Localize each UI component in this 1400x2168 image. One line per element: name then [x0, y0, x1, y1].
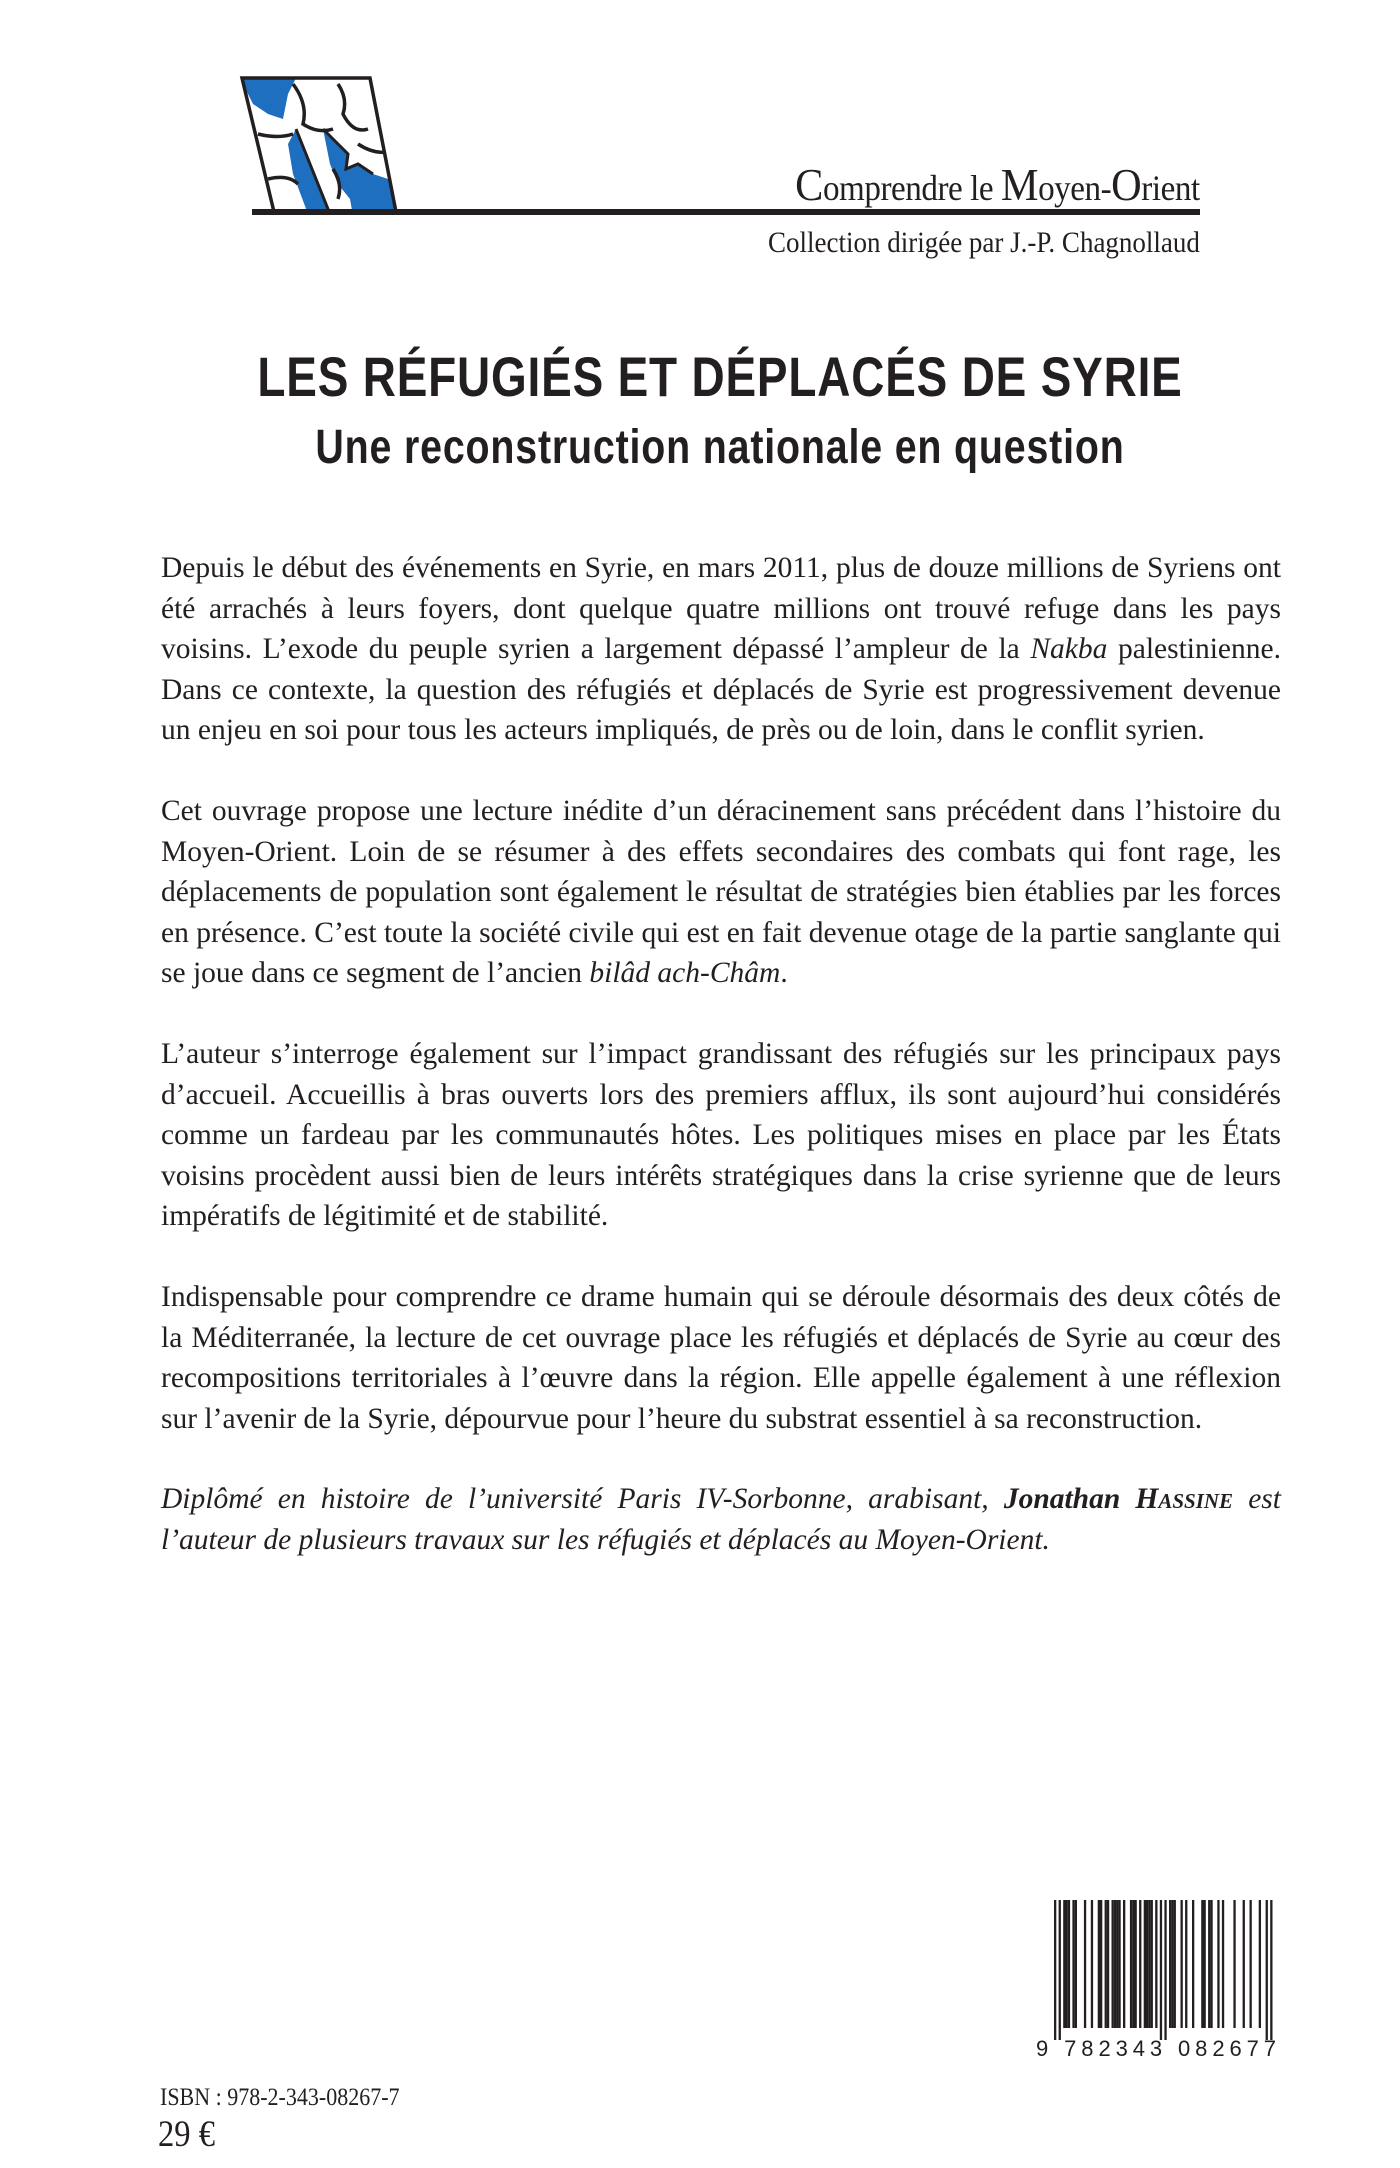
barcode-bar: [1250, 1900, 1252, 2028]
barcode-bar: [1204, 1900, 1206, 2028]
barcode-bar: [1192, 1900, 1194, 2028]
text: Cet ouvrage propose une lecture inédite d’un déracinement sans précédent dans l’histoire du Moyen-Orient. Loin de se résumer à des effets secondaires des combats qui font rage, les déplacements de population sont également le résultat de stratégies bien établies par les forces en présence. C’est toute la société civile qui est en fait devenue otage de la partie sanglante qui se joue dans ce segment de l’ancien: [161, 794, 1281, 990]
barcode-bar: [1185, 1900, 1187, 2028]
barcode-bar: [1171, 1900, 1173, 2028]
barcode-bar: [1112, 1900, 1114, 2028]
series-text: rient: [1141, 168, 1200, 208]
series-text: omprendre le: [823, 168, 1002, 208]
barcode-digits: 9 782343 082677: [1036, 2036, 1276, 2060]
barcode-bar: [1243, 1900, 1245, 2028]
series-initial: M: [1001, 159, 1039, 210]
blurb-paragraph: [161, 1034, 1281, 1237]
series-text: oyen-: [1038, 168, 1112, 208]
barcode-bar: [1116, 1900, 1118, 2028]
barcode-bar: [1155, 1900, 1157, 2028]
barcode-bar: [1144, 1900, 1146, 2028]
barcode-bar: [1148, 1900, 1150, 2028]
barcode-bar: [1174, 1900, 1176, 2028]
blurb-paragraph: [161, 1277, 1281, 1439]
barcode-bar: [1114, 1900, 1116, 2028]
barcode-bar: [1181, 1900, 1183, 2028]
barcode-bar: [1210, 1900, 1212, 2028]
barcode-bar: [1075, 1900, 1077, 2028]
barcode-bar: [1066, 1900, 1068, 2028]
italic-term: bilâd ach-Châm: [589, 957, 781, 990]
barcode-bar: [1222, 1900, 1224, 2028]
book-subtitle: Une reconstruction nationale en question: [315, 421, 1125, 474]
barcode-bar: [1100, 1900, 1102, 2028]
text: palestinienne. Dans ce contexte, la question des réfugiés et déplacés de Syrie est progressivement devenue un enjeu en soi pour tous les acteurs impliqués, de près ou de loin, dans le conflit syrien.: [161, 633, 1281, 747]
barcode-bar: [1217, 1900, 1219, 2028]
barcode-bar: [1098, 1900, 1100, 2028]
collection-director: Collection dirigée par J.-P. Chagnollaud: [768, 226, 1200, 259]
text: Depuis le début des événements en Syrie, en mars 2011, plus de douze millions de Syriens ont été arrachés à leurs foyers, dont quelque quatre millions ont trouvé refuge dans les pays voisins. L’exode du peuple syrien a largement dépassé l’ampleur de la: [161, 552, 1281, 666]
barcode-bar: [1130, 1900, 1132, 2028]
barcode: [1036, 1900, 1286, 2060]
barcode-bar: [1135, 1900, 1137, 2028]
barcode-bar: [1201, 1900, 1203, 2028]
barcode-bar: [1063, 1900, 1065, 2028]
blurb-paragraph: [161, 791, 1281, 994]
text: Indispensable pour comprendre ce drame humain qui se déroule désormais des deux côtés de la Méditerranée, la lecture de cet ouvrage place les réfugiés et déplacés de Syrie au cœur des recompositions territoriales à l’œuvre dans la région. Elle appelle également à une réflexion sur l’avenir de la Syrie, dépourvue pour l’heure du substrat essentiel à sa reconstruction.: [161, 1280, 1281, 1435]
barcode-bar: [1123, 1900, 1125, 2028]
series-initial: C: [795, 159, 824, 210]
isbn: ISBN : 978-2-343-08267-7: [160, 2084, 400, 2111]
barcode-bar: [1208, 1900, 1210, 2028]
text: Diplômé en histoire de l’université Paris IV-Sorbonne, arabisant,: [161, 1483, 1004, 1516]
series-initial: O: [1111, 159, 1142, 210]
barcode-bar: [1270, 1900, 1272, 2040]
author-bio: [161, 1479, 1281, 1560]
barcode-bar: [1266, 1900, 1268, 2040]
barcode-bar: [1107, 1900, 1109, 2028]
barcode-bar: [1139, 1900, 1141, 2028]
barcode-bar: [1059, 1900, 1061, 2040]
barcode-bar: [1105, 1900, 1107, 2028]
barcode-bar: [1151, 1900, 1153, 2028]
barcode-bar: [1118, 1900, 1120, 2028]
barcode-bar: [1132, 1900, 1134, 2028]
blurb-paragraph: [161, 548, 1281, 751]
author-first-name: Jonathan: [1003, 1483, 1136, 1516]
middle-east-map-logo: [238, 74, 483, 216]
barcode-bar: [1233, 1900, 1235, 2028]
series-title: [795, 158, 1200, 211]
text: est l’auteur de plusieurs travaux sur les réfugiés et déplacés au Moyen-Orient.: [161, 1483, 1281, 1556]
blurb: [161, 548, 1281, 1600]
book-title: LES RÉFUGIÉS ET DÉPLACÉS DE SYRIE: [257, 345, 1183, 408]
barcode-bar: [1146, 1900, 1148, 2028]
text: L’auteur s’interroge également sur l’impact grandissant des réfugiés sur les principaux pays d’accueil. Accueillis à bras ouverts lors des premiers afflux, ils sont aujourd’hui considérés comme un fardeau par les communautés hôtes. Les politiques mises en place par les États voisins procèdent aussi bien de leurs intérêts stratégiques dans la crise syrienne que de leurs impératifs de légitimité et de stabilité.: [161, 1037, 1281, 1233]
barcode-bar: [1084, 1900, 1086, 2028]
text: .: [780, 957, 788, 990]
barcode-bar: [1068, 1900, 1070, 2028]
barcode-bar: [1259, 1900, 1261, 2028]
author-last-name: Hassine: [1135, 1483, 1234, 1516]
italic-term: Nakba: [1030, 633, 1108, 666]
barcode-bar: [1054, 1900, 1056, 2040]
barcode-bar: [1091, 1900, 1093, 2028]
barcode-bar: [1072, 1900, 1074, 2028]
barcode-bar: [1164, 1900, 1166, 2040]
barcode-bar: [1169, 1900, 1171, 2028]
price: 29 €: [158, 2114, 215, 2155]
barcode-bar: [1160, 1900, 1162, 2040]
